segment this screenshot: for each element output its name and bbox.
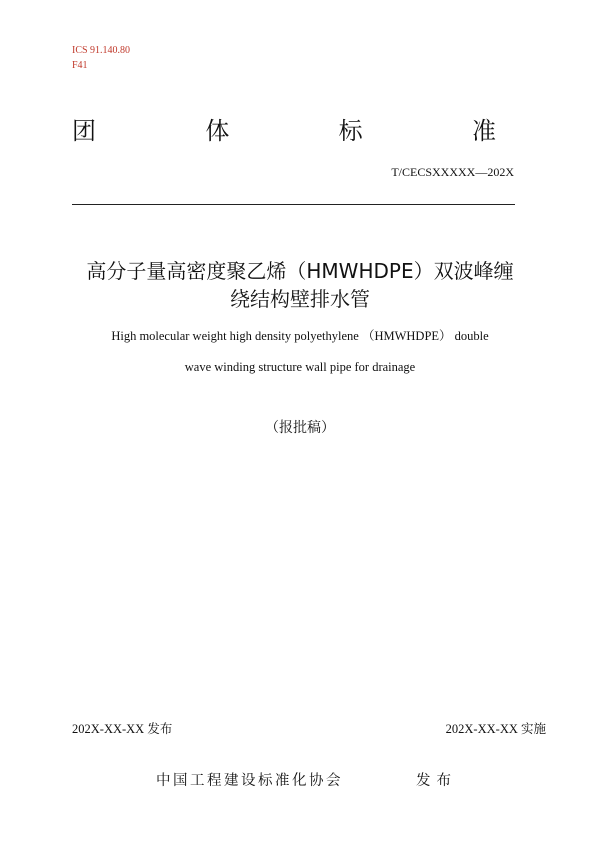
draft-status: （报批稿）: [265, 420, 335, 436]
publish-label: 发布: [416, 773, 457, 789]
publisher-name: 中国工程建设标准化协会: [156, 773, 343, 789]
ics-code: ICS 91.140.80: [72, 45, 131, 56]
title-cn-line1: 高分子量高密度聚乙烯（HMWHDPE）双波峰缠: [86, 259, 514, 283]
standard-type-char: 准: [471, 117, 496, 145]
title-cn-line2: 绕结构壁排水管: [230, 287, 370, 311]
standard-number: T/CECSXXXXX—202X: [391, 165, 514, 179]
standard-type-heading: [72, 116, 496, 146]
title-en-line1: High molecular weight high density polyethylene （HMWHDPE） double: [111, 329, 489, 343]
ccs-code: F41: [72, 60, 88, 71]
title-en-line2: wave winding structure wall pipe for drainage: [184, 360, 416, 374]
standard-type-char: 团: [72, 117, 96, 145]
implementation-date: 202X-XX-XX 实施: [445, 722, 546, 736]
standard-type-char: 体: [205, 117, 230, 145]
issue-date: 202X-XX-XX 发布: [72, 722, 173, 736]
standard-type-char: 标: [338, 117, 363, 145]
header-divider: [72, 204, 515, 205]
